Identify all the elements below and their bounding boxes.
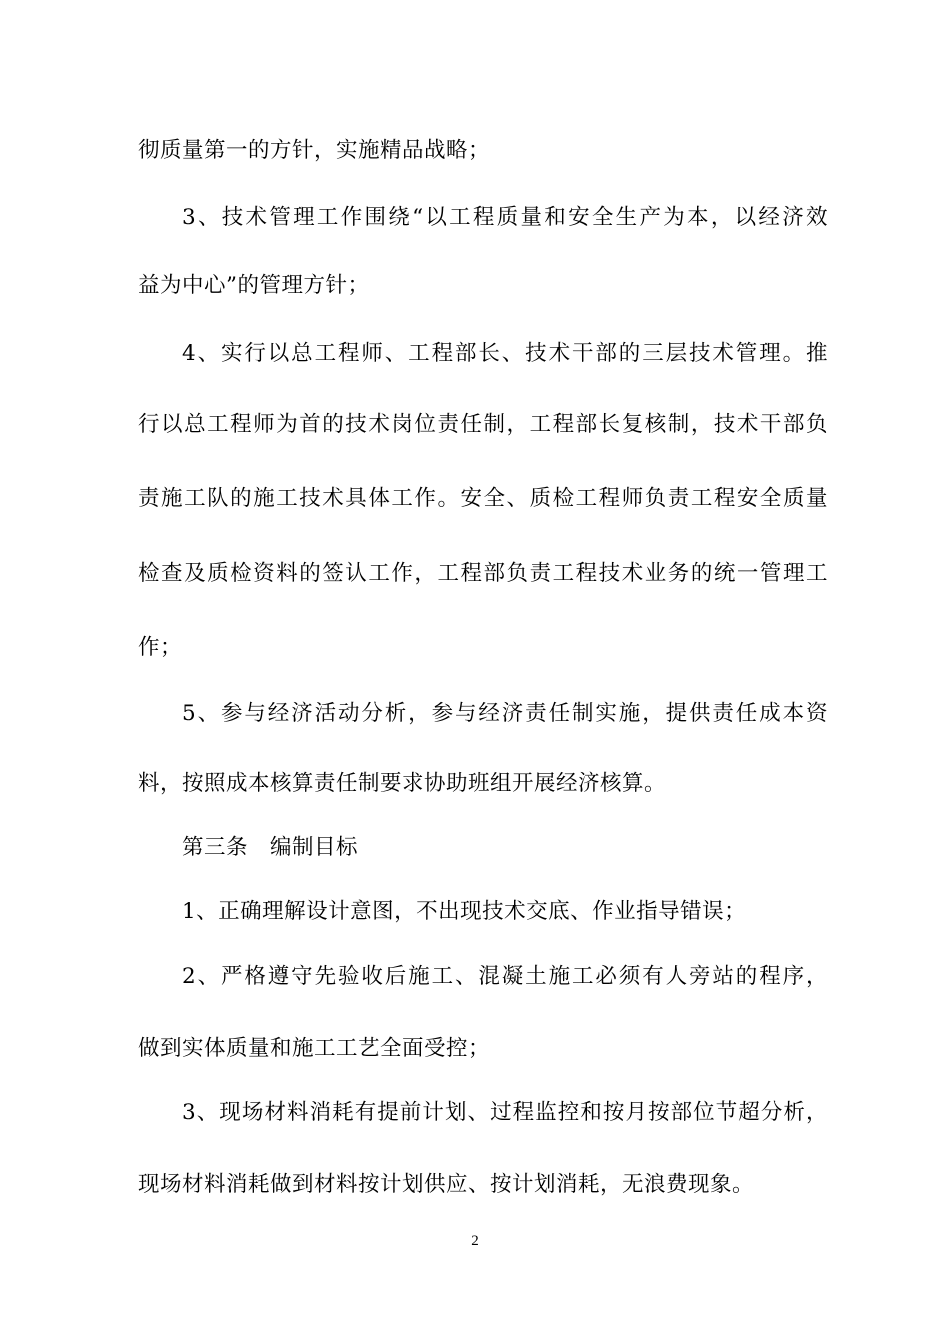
text-line: 检查及质检资料的签认工作，工程部负责工程技术业务的统一管理工 xyxy=(138,561,828,586)
text-line: 作； xyxy=(138,635,183,660)
text-line: 3、技术管理工作围绕“以工程质量和安全生产为本，以经济效 xyxy=(182,205,828,230)
text-line: 现场材料消耗做到材料按计划供应、按计划消耗，无浪费现象。 xyxy=(138,1172,755,1197)
text-line: 行以总工程师为首的技术岗位责任制，工程部长复核制，技术干部负 xyxy=(138,412,828,437)
page-number: 2 xyxy=(471,1233,479,1249)
text-line: 料，按照成本核算责任制要求协助班组开展经济核算。 xyxy=(138,771,667,796)
text-line: 益为中心”的管理方针； xyxy=(138,273,370,298)
text-line: 4、实行以总工程师、工程部长、技术干部的三层技术管理。推 xyxy=(182,341,828,366)
section-heading: 第三条 编制目标 xyxy=(182,835,359,860)
text-line: 2、严格遵守先验收后施工、混凝土施工必须有人旁站的程序， xyxy=(182,964,828,989)
text-line: 1、正确理解设计意图，不出现技术交底、作业指导错误； xyxy=(182,899,747,924)
text-line: 做到实体质量和施工工艺全面受控； xyxy=(138,1036,491,1061)
text-line: 彻质量第一的方针，实施精品战略； xyxy=(138,138,491,163)
text-line: 责施工队的施工技术具体工作。安全、质检工程师负责工程安全质量 xyxy=(138,486,828,511)
text-line: 5、参与经济活动分析，参与经济责任制实施，提供责任成本资 xyxy=(182,701,828,726)
text-line: 3、现场材料消耗有提前计划、过程监控和按月按部位节超分析， xyxy=(182,1100,828,1125)
